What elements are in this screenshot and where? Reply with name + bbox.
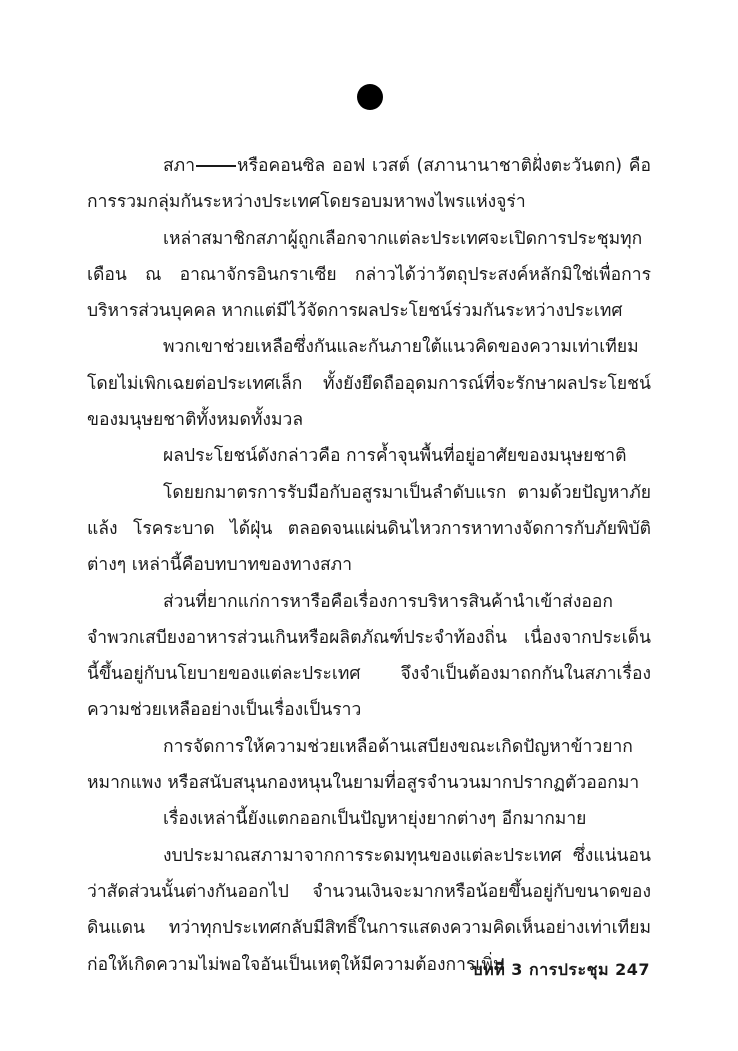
paragraph: งบประมาณสภามาจากการระดมทุนของแต่ละประเทศ ซึ่งแน่นอนว่าสัดส่วนนั้นต่างกันออกไป จำนวนเงินจะมากหรือน้อยขึ้นอยู่กับขนาดของดินแดน ทว่าทุกประเทศกลับมีสิทธิ์ในการแสดงความคิดเห็นอย่างเท่าเทียม ก่อให้เกิดความไม่พอใจอันเป็นเหตุให้มีความต้องการเพิ่ม (87, 845, 651, 975)
paragraph-lead: สภา (163, 156, 196, 176)
paragraph: ส่วนที่ยากแก่การหารือคือเรื่องการบริหารสินค้านำเข้าส่งออกจำพวกเสบียงอาหารส่วนเกินหรือผลิตภัณฑ์ประจำท้องถิ่น เนื่องจากประเด็นนี้ขึ้นอยู่กับนโยบายของแต่ละประเทศ จึงจำเป็นต้องมาถกกันในสภาเรื่องความช่วยเหลืออย่างเป็นเรื่องเป็นราว (87, 591, 651, 721)
paragraph (87, 148, 651, 221)
paragraph: การจัดการให้ความช่วยเหลือด้านเสบียงขณะเกิดปัญหาข้าวยากหมากแพง หรือสนับสนุนกองหนุนในยามที่อสูรจำนวนมากปรากฏตัวออกมา (87, 736, 640, 794)
black-dot-icon (357, 84, 383, 110)
paragraph: โดยยกมาตรการรับมือกับอสูรมาเป็นลำดับแรก ตามด้วยปัญหาภัยแล้ง โรคระบาด ได้ฝุ่น ตลอดจนแผ่นดินไหวการหาทางจัดการกับภัยพิบัติต่างๆ เหล่านี้คือบทบาทของทางสภา (87, 482, 651, 576)
paragraph: เรื่องเหล่านี้ยังแตกออกเป็นปัญหายุ่งยากต่างๆ อีกมากมาย (163, 809, 587, 830)
paragraph: เหล่าสมาชิกสภาผู้ถูกเลือกจากแต่ละประเทศจะเปิดการประชุมทุกเดือน ณ อาณาจักรอินกราเซีย กล่าวได้ว่าวัตถุประสงค์หลักมิใช่เพื่อการบริหารส่วนบุคคล หากแต่มีไว้จัดการผลประโยชน์ร่วมกันระหว่างประเทศ (87, 228, 651, 322)
paragraph: ผลประโยชน์ดังกล่าวคือ การค้ำจุนพื้นที่อยู่อาศัยของมนุษยชาติ (163, 446, 627, 467)
em-dash (196, 165, 236, 167)
paragraph-rest: หรือคอนซิล ออฟ เวสต์ (สภานานาชาติฝั่งตะวันตก) คือการรวมกลุ่มกันระหว่างประเทศโดยรอบมหาพงไพรแห่งจูร่า (87, 156, 651, 213)
body-text (87, 148, 651, 983)
page-footer: บทที่ 3 การประชุม 247 (472, 960, 650, 979)
paragraph: พวกเขาช่วยเหลือซึ่งกันและกันภายใต้แนวคิดของความเท่าเทียม โดยไม่เพิกเฉยต่อประเทศเล็ก ทั้งยังยึดถืออุดมการณ์ที่จะรักษาผลประโยชน์ของมนุษยชาติทั้งหมดทั้งมวล (87, 337, 651, 431)
